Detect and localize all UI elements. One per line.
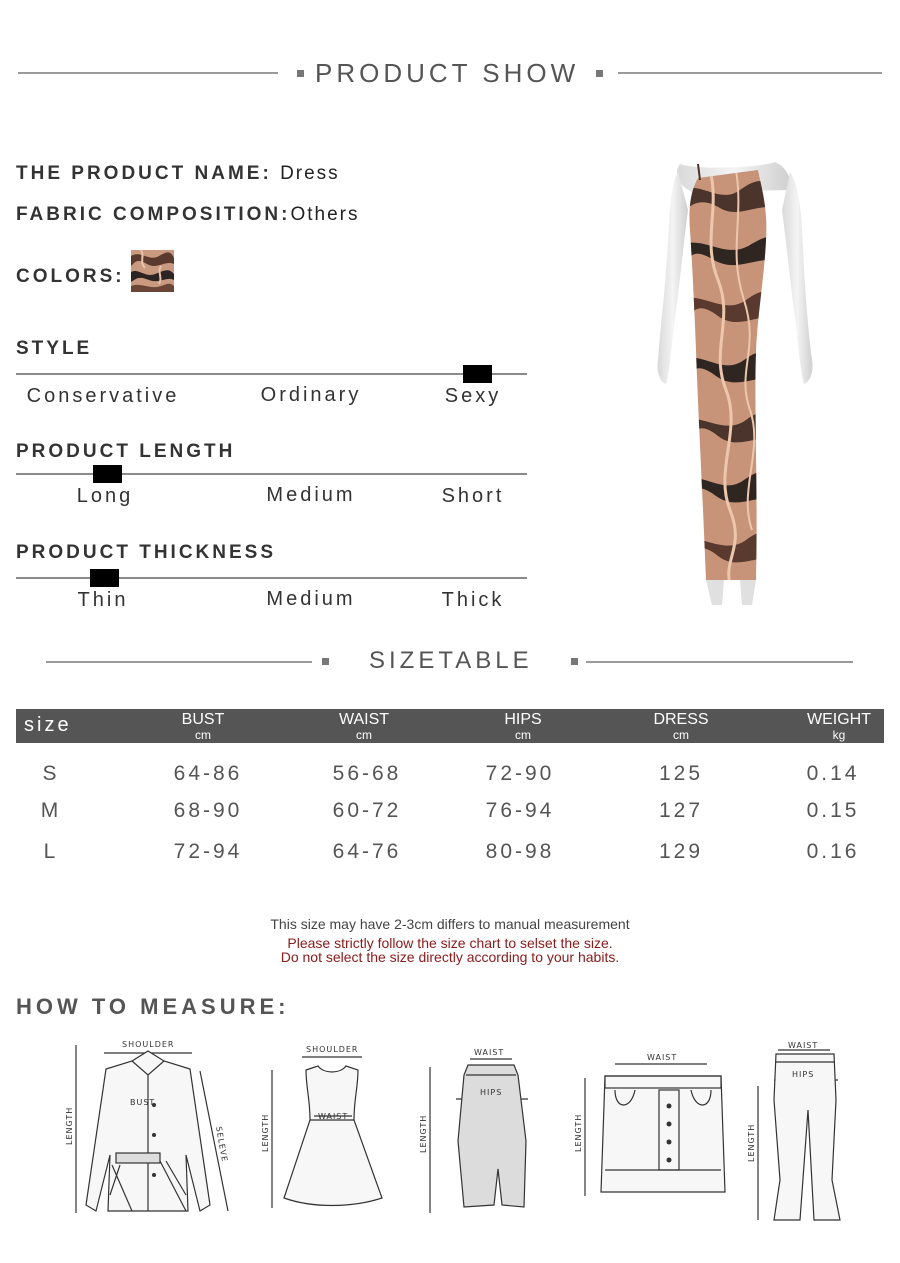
thickness-option-thick: Thick bbox=[441, 589, 505, 611]
jacket-sleeve-label: SELEVE bbox=[214, 1125, 230, 1163]
fabric-value: Others bbox=[290, 204, 360, 225]
style-scale-line bbox=[16, 373, 527, 375]
size-column-header: size bbox=[24, 714, 72, 736]
sizetable-title: SIZETABLE bbox=[369, 647, 533, 674]
thickness-option-medium: Medium bbox=[266, 588, 356, 610]
product-name-label: THE PRODUCT NAME: bbox=[16, 163, 272, 184]
jacket-shoulder-label: SHOULDER bbox=[122, 1040, 175, 1049]
length-option-long: Long bbox=[76, 485, 134, 507]
product-name-value: Dress bbox=[280, 163, 340, 184]
pants-length-label: LENGTH bbox=[747, 1123, 756, 1162]
hips-cell: 80-98 bbox=[485, 840, 555, 863]
how-to-measure-title: HOW TO MEASURE: bbox=[16, 994, 290, 1019]
skirt-hips-label: HIPS bbox=[480, 1088, 503, 1097]
bust-column-header: BUST cm bbox=[181, 711, 225, 742]
dress-waist-label: WAIST bbox=[318, 1112, 349, 1121]
hips-cell: 72-90 bbox=[485, 762, 555, 785]
bust-cell: 72-94 bbox=[173, 840, 243, 863]
size-warning-1: Please strictly follow the size chart to selset the size. bbox=[287, 935, 613, 951]
thickness-option-thin: Thin bbox=[77, 589, 129, 611]
weight-column-header: WEIGHT kg bbox=[807, 711, 871, 742]
weight-cell: 0.15 bbox=[806, 799, 860, 822]
dress-measure-diagram bbox=[262, 1040, 392, 1210]
dress-shoulder-label: SHOULDER bbox=[306, 1045, 359, 1054]
dress-cell: 125 bbox=[658, 762, 704, 785]
length-title: PRODUCT LENGTH bbox=[16, 441, 236, 462]
style-option-sexy: Sexy bbox=[444, 385, 502, 407]
dress-cell: 127 bbox=[658, 799, 704, 822]
length-selected-marker bbox=[93, 465, 122, 483]
shorts-measure-diagram bbox=[575, 1050, 735, 1200]
color-swatch[interactable] bbox=[131, 250, 174, 292]
jacket-measure-diagram bbox=[60, 1035, 240, 1220]
skirt-measure-diagram bbox=[418, 1045, 538, 1215]
fabric-label: FABRIC COMPOSITION: bbox=[16, 204, 291, 225]
sizetable-square-right bbox=[571, 658, 578, 665]
dress-column-header: DRESS cm bbox=[653, 711, 709, 742]
pants-waist-label: WAIST bbox=[788, 1041, 819, 1050]
style-selected-marker bbox=[463, 365, 492, 383]
style-option-conservative: Conservative bbox=[26, 385, 180, 407]
waist-cell: 64-76 bbox=[332, 840, 402, 863]
dress-length-label: LENGTH bbox=[261, 1113, 270, 1152]
size-cell: L bbox=[43, 840, 59, 863]
thickness-title: PRODUCT THICKNESS bbox=[16, 542, 277, 563]
size-cell: M bbox=[40, 799, 62, 822]
jacket-bust-label: BUST bbox=[130, 1098, 156, 1107]
bust-cell: 68-90 bbox=[173, 799, 243, 822]
length-option-short: Short bbox=[441, 485, 505, 507]
waist-column-header: WAIST cm bbox=[338, 711, 390, 742]
weight-cell: 0.14 bbox=[806, 762, 860, 785]
style-option-ordinary: Ordinary bbox=[260, 384, 362, 406]
sizetable-rule-right bbox=[586, 661, 853, 663]
header-rule-left bbox=[18, 72, 278, 74]
sizetable-header-row bbox=[16, 709, 884, 743]
header-square-right bbox=[596, 70, 603, 77]
dress-cell: 129 bbox=[658, 840, 704, 863]
pants-hips-label: HIPS bbox=[792, 1070, 815, 1079]
waist-cell: 60-72 bbox=[332, 799, 402, 822]
skirt-length-label: LENGTH bbox=[419, 1114, 428, 1153]
size-warning-2: Do not select the size directly according to your habits. bbox=[280, 949, 620, 965]
header-square-left bbox=[297, 70, 304, 77]
pants-measure-diagram bbox=[748, 1040, 848, 1225]
waist-cell: 56-68 bbox=[332, 762, 402, 785]
product-show-title: PRODUCT SHOW bbox=[315, 58, 580, 88]
product-name-row bbox=[16, 163, 340, 185]
hips-cell: 76-94 bbox=[485, 799, 555, 822]
weight-cell: 0.16 bbox=[806, 840, 860, 863]
bust-cell: 64-86 bbox=[173, 762, 243, 785]
skirt-waist-label: WAIST bbox=[474, 1048, 505, 1057]
measurement-note: This size may have 2-3cm differs to manual measurement bbox=[270, 916, 630, 932]
header-rule-right bbox=[618, 72, 882, 74]
shorts-waist-label: WAIST bbox=[647, 1053, 678, 1062]
sizetable-square-left bbox=[322, 658, 329, 665]
product-photo bbox=[640, 150, 830, 610]
sizetable-rule-left bbox=[46, 661, 312, 663]
style-title: STYLE bbox=[16, 338, 93, 359]
hips-column-header: HIPS cm bbox=[504, 711, 542, 742]
shorts-length-label: LENGTH bbox=[574, 1113, 583, 1152]
fabric-row bbox=[16, 204, 359, 226]
thickness-selected-marker bbox=[90, 569, 119, 587]
jacket-length-label: LENGTH bbox=[65, 1106, 74, 1145]
colors-label: COLORS: bbox=[16, 266, 125, 287]
size-cell: S bbox=[42, 762, 60, 785]
length-option-medium: Medium bbox=[266, 484, 356, 506]
